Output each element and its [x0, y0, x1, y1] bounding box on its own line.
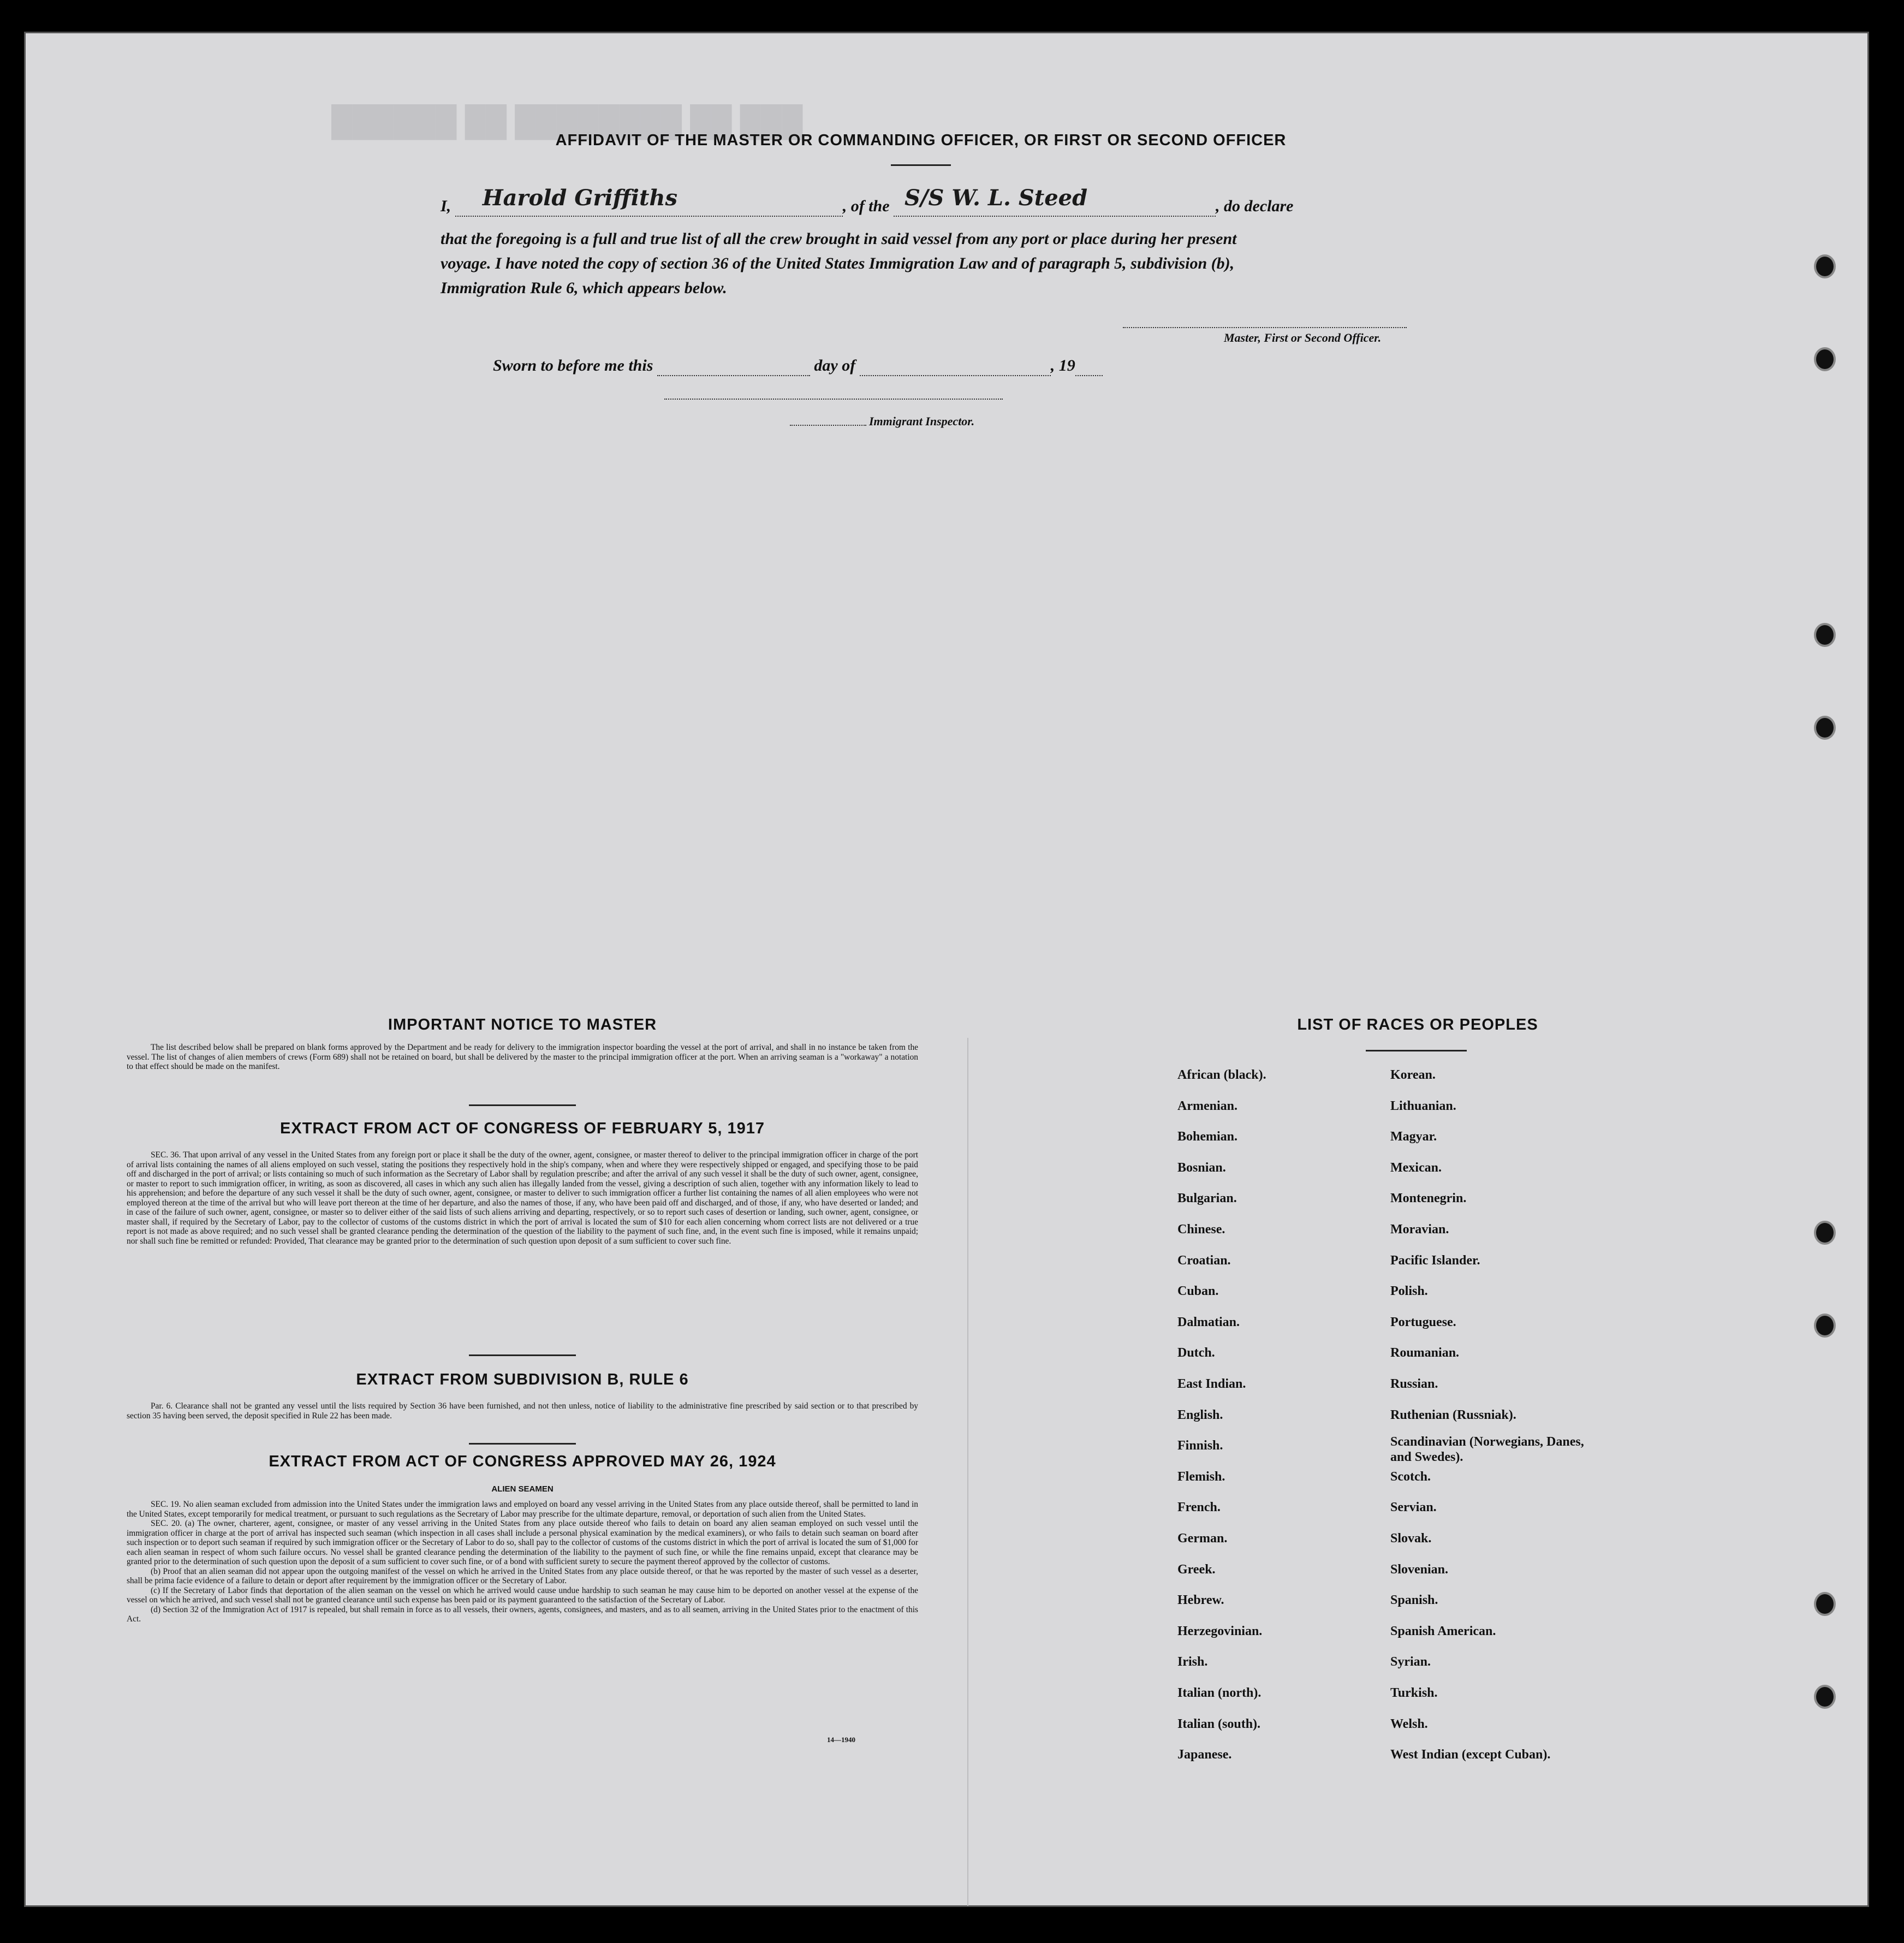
do-declare-text: , do declare — [1216, 197, 1294, 215]
race-item: Lithuanian. — [1390, 1098, 1456, 1113]
race-item: Croatian. — [1177, 1253, 1231, 1268]
affidavit-title: AFFIDAVIT OF THE MASTER OR COMMANDING OFFICER, OR FIRST OR SECOND OFFICER — [555, 132, 1287, 149]
race-item: Irish. — [1177, 1655, 1208, 1669]
notice-paragraph: The list described below shall be prepared on blank forms approved by the Department and be ready for delivery to the immigration inspector boarding the vessel at the port of arrival, and shall in no instance be taken from the vessel. The list of changes of alien members of crews (Form 689) shall not be retained on board, but shall be delivered by the master to the principal immigration officer at the port. When an arriving seaman is a "workaway" a notation to that effect should be made on the manifest. — [127, 1043, 918, 1071]
extract-1917-body — [127, 1150, 918, 1246]
punch-hole — [1814, 1685, 1836, 1709]
section-20b-paragraph: (b) Proof that an alien seaman did not appear upon the outgoing manifest of the vessel on which he arrived in the United States from any place outside thereof, or that he was reported by the master of such vessel as a deserter, shall be prima facie evidence of a failure to detain or deport after requirement by the immigration officer or the Secretary of Labor. — [127, 1566, 918, 1585]
sworn-line — [493, 356, 1103, 376]
declaration-line-2: that the foregoing is a full and true list of all the crew brought in said vessel from any port or place during her present — [441, 230, 1237, 248]
race-item: Servian. — [1390, 1500, 1437, 1515]
master-signature-label: Master, First or Second Officer. — [1224, 331, 1382, 344]
race-item: German. — [1177, 1531, 1228, 1546]
punch-hole — [1814, 347, 1836, 371]
day-of-text: day of — [814, 356, 856, 375]
inspector-prefix-line — [790, 419, 866, 426]
race-item: Dutch. — [1177, 1346, 1215, 1360]
race-item: Bulgarian. — [1177, 1191, 1237, 1206]
race-item: Greek. — [1177, 1562, 1216, 1577]
alien-seamen-subtitle: ALIEN SEAMEN — [491, 1484, 554, 1494]
race-item: Scotch. — [1390, 1469, 1431, 1484]
punch-hole — [1814, 1592, 1836, 1616]
race-item: Chinese. — [1177, 1222, 1225, 1237]
race-item: Mexican. — [1390, 1160, 1442, 1175]
punch-hole — [1814, 1314, 1836, 1338]
declaration-line-3: voyage. I have noted the copy of section 36 of the United States Immigration Law and of paragraph 5, subdivision (b), — [441, 254, 1235, 272]
race-item: Japanese. — [1177, 1748, 1232, 1762]
race-item: Portuguese. — [1390, 1315, 1456, 1329]
race-item: Hebrew. — [1177, 1593, 1224, 1608]
divider — [891, 164, 951, 166]
section-36-paragraph: SEC. 36. That upon arrival of any vessel in the United States from any foreign port or place it shall be the duty of the owner, agent, consignee, or master thereof to deliver to the principal immigration officer in charge of the port of arrival lists containing the names of all aliens employed on such vessel, stating the positions they respectively hold in the ship's company, when and where they were respectively shipped or engaged, and specifying those to be paid off and discharged in the port of arrival; or lists containing so much of such information as the Secretary of Labor shall by regulation prescribe; and after the arrival of any such vessel it shall be the duty of such owner, agent, consignee, or master to report to such immigration officer, in writing, as soon as discovered, all cases in which any such alien has illegally landed from the vessel, giving a description of such alien, together with any information likely to lead to his apprehension; and before the departure of any such vessel it shall be the duty of such owner, agent, consignee, or master to deliver to such immigration officer a further list containing the names of all alien employees who were not employed thereon at the time of the arrival but who will leave port thereon at the time of her departure, and also the names of those, if any, who have been paid off and discharged, and of those, if any, who have deserted or landed; and in case of the failure of such owner, agent, consignee, or master so to deliver either of the said lists of such aliens arriving and departing, respectively, or so to report such cases of desertion or landing, such owner, agent, consignee, or master shall, if required by the Secretary of Labor, pay to the collector of customs of the customs district in which the port of arrival is located the sum of $10 for each alien concerning whom correct lists are not delivered or a true report is not made as above required; and no such vessel shall be granted clearance pending the determination of the question of the liability to the payment of such fine, and, in the event such fine is imposed, while it remains unpaid; nor shall such fine be remitted or refunded: Provided, That clearance may be granted prior to the determination of such question upon deposit of a sum sufficient to cover such fine. — [127, 1150, 918, 1246]
par-6-paragraph: Par. 6. Clearance shall not be granted any vessel until the lists required by Section 36 have been furnished, and not then unless, notice of liability to the administrative fine prescribed by said section or to that prescribed by section 35 having been served, the deposit specified in Rule 22 has been made. — [127, 1401, 918, 1421]
race-item: Italian (south). — [1177, 1716, 1261, 1731]
race-item: Italian (north). — [1177, 1686, 1262, 1700]
race-item: Spanish American. — [1390, 1624, 1496, 1638]
race-item: Welsh. — [1390, 1716, 1428, 1731]
inspector-label: Immigrant Inspector. — [869, 414, 975, 428]
race-item: Syrian. — [1390, 1655, 1431, 1669]
race-item: Flemish. — [1177, 1469, 1225, 1484]
race-item: Slovenian. — [1390, 1562, 1449, 1577]
race-item: Russian. — [1390, 1377, 1438, 1391]
notice-body — [127, 1043, 918, 1072]
extract-1924-body — [127, 1500, 918, 1624]
sworn-prefix: Sworn to before me this — [493, 356, 653, 375]
race-item: Scandinavian (Norwegians, Danes, and Swedes). — [1390, 1435, 1584, 1465]
race-item: Herzegovinian. — [1177, 1624, 1263, 1638]
race-item: Ruthenian (Russniak). — [1390, 1407, 1516, 1422]
rule-6-body — [127, 1401, 918, 1421]
year-prefix: , 19 — [1050, 356, 1075, 375]
declaration-line-1 — [441, 185, 1472, 217]
race-item: Dalmatian. — [1177, 1315, 1240, 1329]
section-20a-paragraph: SEC. 20. (a) The owner, charterer, agent, consignee, or master of any vessel arriving in the United States from any place outside thereof who fails to detain on board any alien seaman employed on such vessel until the immigration officer in charge at the port of arrival has inspected such seaman (which inspection in all cases shall include a personal physical examination by the medical examiners), or who fails to detain such seaman on board after such inspection or to deport such seaman if required by such immigration officer or the Secretary of Labor to do so, shall pay to the collector of customs of the customs district in which the port of arrival is located the sum of $1,000 for each alien seaman in respect of whom such failure occurs. No vessel shall be granted clearance pending the determination of the liability to the payment of such fine, or while the fine remains unpaid, except that clearance may be granted prior to the determination of such question upon the deposit of a sum sufficient to cover such fine, or of a bond with sufficient surety to secure the payment thereof approved by the collector of customs. — [127, 1519, 918, 1566]
section-20c-paragraph: (c) If the Secretary of Labor finds that deportation of the alien seaman on the vessel on which he arrived would cause undue hardship to such seaman he may cause him to be deported on another vessel at the expense of the vessel on which he arrived, and such vessel shall not be granted clearance until such expense has been paid or its payment guaranteed to the satisfaction of the Secretary of Labor. — [127, 1585, 918, 1605]
race-item: Finnish. — [1177, 1439, 1223, 1453]
race-item: Pacific Islander. — [1390, 1253, 1480, 1268]
race-item: Moravian. — [1390, 1222, 1449, 1237]
race-item: Korean. — [1390, 1068, 1436, 1082]
declare-prefix: I, — [441, 197, 451, 215]
race-item: Armenian. — [1177, 1098, 1237, 1113]
vessel-name-field — [894, 185, 1216, 217]
of-the-text: , of the — [842, 197, 890, 215]
vessel-name-handwritten: S/S W. L. Steed — [905, 185, 1088, 211]
sworn-year-field — [1075, 356, 1103, 376]
divider — [1366, 1050, 1467, 1051]
officer-name-handwritten: Harold Griffiths — [482, 185, 678, 211]
race-item: Bohemian. — [1177, 1130, 1238, 1144]
declaration-line-4: Immigration Rule 6, which appears below. — [441, 279, 727, 297]
punch-hole — [1814, 623, 1836, 647]
bleed-through-heading: ███ ██ ████████ ██ ██████ — [331, 105, 803, 138]
race-item: Slovak. — [1390, 1531, 1432, 1546]
divider — [469, 1354, 576, 1356]
divider — [469, 1443, 576, 1445]
race-item: Turkish. — [1390, 1686, 1438, 1700]
race-item: West Indian (except Cuban). — [1390, 1748, 1551, 1762]
race-item: East Indian. — [1177, 1377, 1246, 1391]
sworn-month-field — [860, 356, 1051, 376]
sworn-day-field — [657, 356, 810, 376]
race-item: Roumanian. — [1390, 1346, 1460, 1360]
section-19-paragraph: SEC. 19. No alien seaman excluded from admission into the United States under the immigration laws and employed on board any vessel arriving in the United States from any place outside thereof, shall be permitted to land in the United States, except temporarily for medical treatment, or pursuant to such regulations as the Secretary of Labor may prescribe for the ultimate departure, removal, or deportation of such alien from the United States. — [127, 1500, 918, 1519]
officer-name-field — [455, 185, 843, 217]
inspector-signature-line — [664, 391, 1003, 400]
punch-hole — [1814, 716, 1836, 740]
rule-6-title: EXTRACT FROM SUBDIVISION B, RULE 6 — [356, 1371, 689, 1388]
races-title: LIST OF RACES OR PEOPLES — [1297, 1016, 1538, 1033]
punch-hole — [1814, 1221, 1836, 1245]
race-item: Polish. — [1390, 1284, 1428, 1299]
race-item: Bosnian. — [1177, 1160, 1226, 1175]
section-20d-paragraph: (d) Section 32 of the Immigration Act of 1917 is repealed, but shall remain in force as to all vessels, their owners, agents, consignees, and masters, and as to all seamen, arriving in the United States prior to the enactment of this Act. — [127, 1605, 918, 1624]
race-item: Magyar. — [1390, 1130, 1437, 1144]
race-item: Montenegrin. — [1390, 1191, 1467, 1206]
race-item: English. — [1177, 1407, 1223, 1422]
notice-title: IMPORTANT NOTICE TO MASTER — [388, 1016, 657, 1033]
race-item: African (black). — [1177, 1068, 1266, 1082]
punch-hole — [1814, 254, 1836, 278]
race-item: Cuban. — [1177, 1284, 1219, 1299]
race-item: Spanish. — [1390, 1593, 1438, 1608]
page-fold — [967, 1038, 968, 1906]
extract-1917-title: EXTRACT FROM ACT OF CONGRESS OF FEBRUARY 5, 1917 — [279, 1120, 765, 1137]
master-signature-line — [1123, 317, 1407, 328]
form-sheet — [24, 32, 1869, 1907]
extract-1924-title: EXTRACT FROM ACT OF CONGRESS APPROVED MAY 26, 1924 — [269, 1453, 776, 1470]
divider — [469, 1104, 576, 1106]
race-item: French. — [1177, 1500, 1221, 1515]
form-number: 14—1940 — [827, 1736, 855, 1744]
